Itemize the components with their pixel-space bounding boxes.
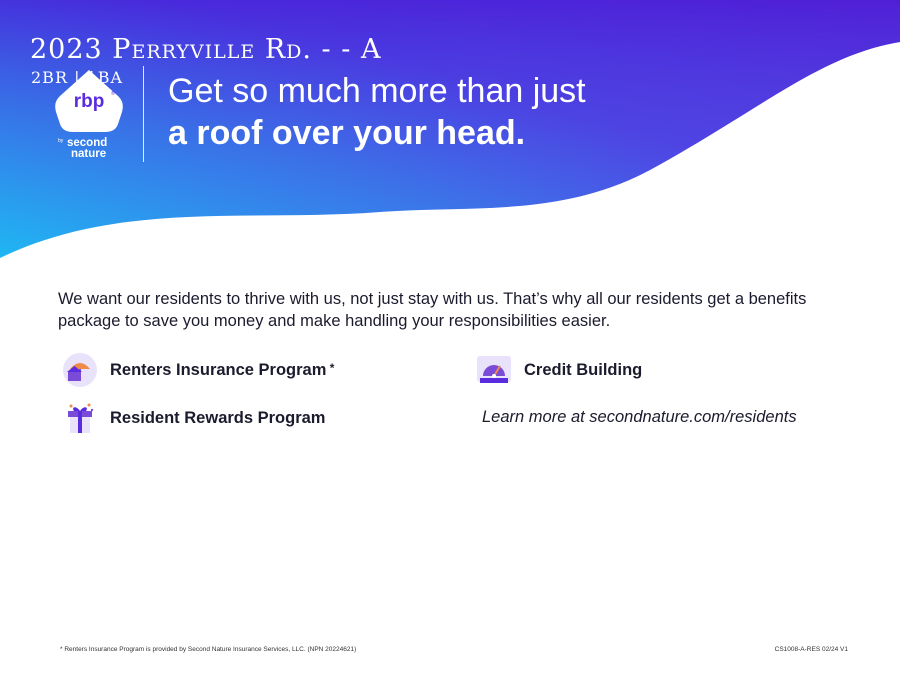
listing-title: 2023 Perryville Rd. - - A <box>30 34 382 65</box>
headline-line2: a roof over your head. <box>168 114 526 152</box>
umbrella-house-icon <box>62 352 98 388</box>
credit-gauge-icon <box>476 352 512 388</box>
registered-mark: ® <box>111 91 115 97</box>
learn-more-link[interactable]: Learn more at secondnature.com/residents <box>482 408 797 426</box>
benefit-label: Renters Insurance Program <box>110 360 327 379</box>
headline <box>168 70 586 154</box>
benefit-credit-building <box>476 352 642 388</box>
logo-divider <box>143 66 144 162</box>
document-id: CS1008-A-RES 02/24 V1 <box>774 646 848 653</box>
benefit-renters-insurance <box>62 352 334 388</box>
listing-subtitle: 2BR | 1BA <box>31 68 124 87</box>
benefit-label: Resident Rewards Program <box>110 408 326 427</box>
benefit-resident-rewards <box>62 400 325 436</box>
benefit-footnote-marker: * <box>326 360 335 375</box>
logo-by: by <box>58 138 64 144</box>
gift-icon <box>62 400 98 436</box>
logo-brand-line2: nature <box>71 148 107 160</box>
logo-brand-line1: second <box>67 137 108 149</box>
intro-paragraph: We want our residents to thrive with us, not just stay with us. That’s why all our residents get a benefits package to save you money and make handling your responsibilities easier. <box>58 290 807 330</box>
headline-line1: Get so much more than just <box>168 72 586 110</box>
benefit-label: Credit Building <box>524 360 643 379</box>
footnote: * Renters Insurance Program is provided by Second Nature Insurance Services, LLC. (NPN 20224621) <box>60 646 357 653</box>
logo-mark: rbp <box>73 91 105 112</box>
